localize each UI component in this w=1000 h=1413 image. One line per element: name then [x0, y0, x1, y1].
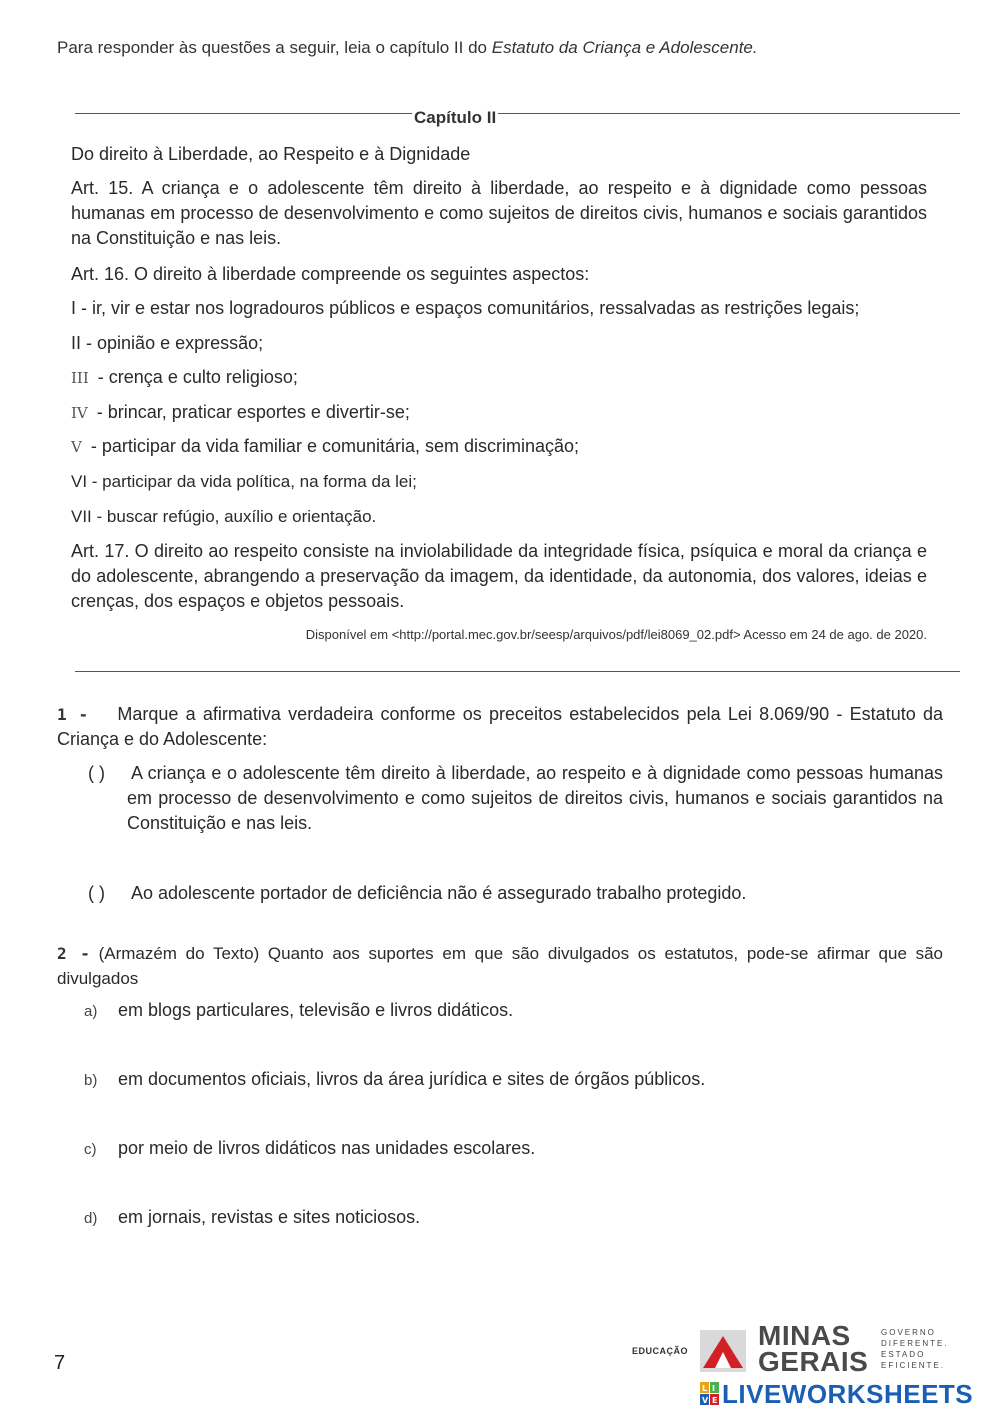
svg-text:E: E	[712, 1396, 718, 1405]
slogan-line: GOVERNO	[881, 1328, 936, 1337]
item-num: V	[71, 438, 82, 456]
alt-text: em jornais, revistas e sites noticiosos.	[118, 1207, 421, 1227]
list-item	[71, 434, 579, 460]
intro-italic: Estatuto da Criança e Adolescente.	[491, 38, 758, 57]
government-slogan	[881, 1327, 949, 1371]
list-item	[71, 331, 263, 356]
item-num: VI	[71, 472, 88, 491]
alt-letter: c)	[84, 1141, 97, 1158]
slogan-line: DIFERENTE.	[881, 1339, 949, 1348]
answer-checkbox[interactable]: ( )	[88, 883, 105, 903]
item-text: - brincar, praticar esportes e divertir-se;	[96, 402, 410, 422]
alternative-b[interactable]	[84, 1069, 705, 1090]
brand-name	[758, 1320, 869, 1377]
top-divider	[75, 113, 960, 114]
item-num: I	[71, 298, 77, 318]
list-item	[71, 365, 298, 391]
question-text: (Armazém do Texto) Quanto aos suportes em que são divulgados os estatutos, pode-se afirmar que são divulgados	[57, 944, 944, 988]
item-text: - ir, vir e estar nos logradouros públicos e espaços comunitários, ressalvadas as restrições legais;	[81, 298, 860, 318]
item-text: - buscar refúgio, auxílio e orientação.	[96, 507, 377, 526]
brand-line-2: GERAIS	[758, 1346, 869, 1377]
svg-text:I: I	[712, 1384, 715, 1393]
alt-letter: b)	[84, 1072, 98, 1089]
question-1-prompt	[57, 702, 943, 752]
svg-text:V: V	[702, 1396, 709, 1405]
item-text: - opinião e expressão;	[86, 333, 264, 353]
question-2-prompt	[57, 941, 943, 991]
chapter-subtitle: Do direito à Liberdade, ao Respeito e à Dignidade	[71, 144, 471, 164]
slogan-line: ESTADO	[881, 1350, 926, 1359]
chapter-title: Capítulo II	[414, 108, 497, 127]
liveworksheets-wordmark[interactable]: LIVEWORKSHEETS	[722, 1379, 974, 1409]
item-num: III	[71, 369, 89, 387]
source-citation: Disponível em <http://portal.mec.gov.br/seesp/arquivos/pdf/lei8069_02.pdf> Acesso em 24 de ago. de 2020.	[305, 627, 927, 642]
question-number: 1 -	[57, 705, 89, 724]
brand-line-1: MINAS	[758, 1320, 851, 1351]
list-item	[71, 504, 376, 529]
education-label: EDUCAÇÃO	[632, 1346, 689, 1356]
alternative-c[interactable]	[84, 1138, 535, 1159]
item-num: VII	[71, 507, 92, 526]
page-number: 7	[54, 1352, 66, 1374]
alt-text: em documentos oficiais, livros da área jurídica e sites de órgãos públicos.	[118, 1069, 706, 1089]
intro-plain: Para responder às questões a seguir, leia o capítulo II do	[57, 38, 492, 57]
alt-text: por meio de livros didáticos nas unidades escolares.	[118, 1138, 536, 1158]
alt-text: em blogs particulares, televisão e livros didáticos.	[118, 1000, 514, 1020]
item-text: - crença e culto religioso;	[97, 367, 298, 387]
list-item	[71, 296, 859, 321]
svg-text:L: L	[702, 1384, 708, 1393]
alt-letter: d)	[84, 1210, 98, 1227]
item-num: II	[71, 333, 82, 353]
alternative-d[interactable]	[84, 1207, 420, 1228]
article-15: Art. 15. A criança e o adolescente têm direito à liberdade, ao respeito e à dignidade como pessoas humanas em processo de desenvolvimento e como sujeitos de direitos civis, humanos e sociais garantidos na Constituição e nas leis.	[71, 178, 927, 248]
question-text: Marque a afirmativa verdadeira conforme os preceitos estabelecidos pela Lei 8.069/90 - Estatuto da Criança e do Adolescente:	[57, 704, 943, 749]
item-text: - participar da vida familiar e comunitária, sem discriminação;	[90, 436, 580, 456]
article-16: Art. 16. O direito à liberdade compreende os seguintes aspectos:	[71, 264, 590, 284]
alt-letter: a)	[84, 1003, 98, 1020]
list-item	[71, 400, 410, 426]
bottom-divider	[75, 671, 960, 672]
option-text: Ao adolescente portador de deficiência não é assegurado trabalho protegido.	[131, 883, 747, 903]
intro-text	[57, 38, 758, 58]
answer-checkbox[interactable]: ( )	[88, 763, 105, 783]
liveworksheets-badge-icon	[700, 1382, 720, 1406]
question-number: 2 -	[57, 944, 90, 963]
article-17: Art. 17. O direito ao respeito consiste na inviolabilidade da integridade física, psíquica e moral da criança e do adolescente, abrangendo a preservação da imagem, da identidade, da autonomia, dos valores, ideias e crenças, dos espaços e objetos pessoais.	[71, 541, 927, 611]
list-item	[71, 469, 417, 494]
item-num: IV	[71, 404, 88, 422]
option-text: A criança e o adolescente têm direito à liberdade, ao respeito e à dignidade como pessoas humanas em processo de desenvolvimento e como sujeitos de direitos civis, humanos e sociais garantidos na Constituição e nas leis.	[127, 763, 943, 833]
item-text: - participar da vida política, na forma da lei;	[91, 472, 417, 491]
slogan-line: EFICIENTE.	[881, 1361, 946, 1370]
minas-gerais-logo-icon	[700, 1330, 746, 1372]
alternative-a[interactable]	[84, 1000, 513, 1021]
